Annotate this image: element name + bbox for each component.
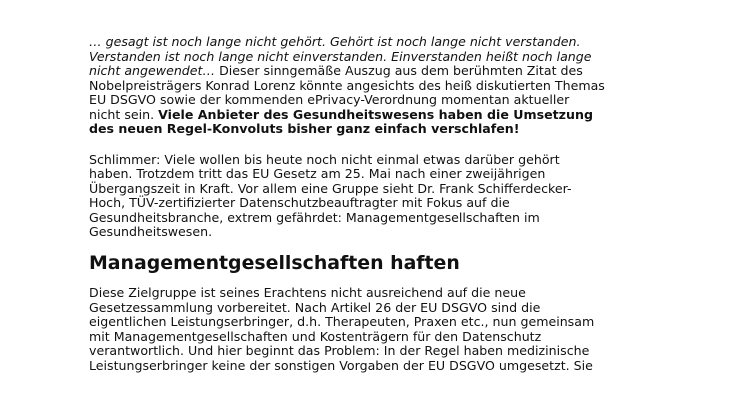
body-text: Nobelpreisträgers Konrad Lorenz könnte angesichts des heiß diskutierten Themas [89, 77, 605, 93]
text-line [89, 196, 689, 211]
text-line [89, 153, 689, 168]
text-line [89, 286, 689, 301]
body-text: Dieser sinngemäße Auszug aus dem berühmten Zitat des [215, 63, 583, 78]
text-line [89, 301, 689, 316]
text-line [89, 344, 689, 359]
second-paragraph [89, 153, 689, 240]
body-text: nicht sein. [89, 106, 159, 122]
text-line [89, 93, 689, 108]
text-line [89, 182, 689, 197]
body-text: Gesundheitswesen. [89, 224, 213, 239]
body-text: haben. Trotzdem tritt das EU Gesetz am 25. Mai nach einer zweijährigen [89, 166, 546, 181]
text-line [89, 225, 689, 240]
section-heading: Managementgesellschaften haften [89, 251, 460, 274]
italic-text: … gesagt ist noch lange nicht gehört. Gehört ist noch lange nicht verstanden. [89, 34, 581, 49]
body-text: Leistungserbringer keine der sonstigen Vorgaben der EU DSGVO umgesetzt. Sie [89, 357, 593, 373]
body-text: Gesetzessammlung vorbereitet. Nach Artikel 26 der EU DSGVO sind die [89, 299, 541, 315]
third-paragraph [89, 286, 689, 373]
text-line [89, 50, 689, 65]
body-text: EU DSGVO sowie der kommenden ePrivacy-Verordnung momentan aktueller [89, 92, 570, 107]
body-text: Gesundheitsbranche, extrem gefährdet: Managementgesellschaften im [89, 209, 540, 225]
body-text: verantwortlich. Und hier beginnt das Problem: In der Regel haben medizinische [89, 343, 590, 358]
text-line [89, 64, 689, 79]
body-text: Übergangszeit in Kraft. Vor allem eine Gruppe sieht Dr. Frank Schifferdecker- [89, 180, 572, 196]
body-text: Schlimmer: Viele wollen bis heute noch nicht einmal etwas darüber gehört [89, 151, 560, 167]
text-line [89, 359, 689, 374]
italic-text: Verstanden ist noch lange nicht einverstanden. Einverstanden heißt noch lange [89, 48, 592, 64]
document-page [89, 35, 689, 389]
intro-paragraph [89, 35, 689, 137]
body-text: eigentlichen Leistungserbringer, d.h. Therapeuten, Praxen etc., nun gemeinsam [89, 314, 595, 329]
text-line [89, 330, 689, 345]
text-line [89, 315, 689, 330]
text-line [89, 167, 689, 182]
body-text: Diese Zielgruppe ist seines Erachtens nicht ausreichend auf die neue [89, 285, 526, 300]
body-text: mit Managementgesellschaften und Kostenträgern für den Datenschutz [89, 328, 542, 344]
bold-text: Viele Anbieter des Gesundheitswesens haben die Umsetzung [158, 106, 593, 122]
text-line [89, 122, 689, 137]
text-line [89, 35, 689, 50]
text-line [89, 79, 689, 94]
bold-text: des neuen Regel-Konvoluts bisher ganz einfach verschlafen! [89, 121, 520, 136]
text-line [89, 108, 689, 123]
body-text: Hoch, TÜV-zertifizierter Datenschutzbeauftragter mit Fokus auf die [89, 195, 510, 210]
text-line [89, 211, 689, 226]
italic-text: nicht angewendet… [89, 63, 216, 78]
